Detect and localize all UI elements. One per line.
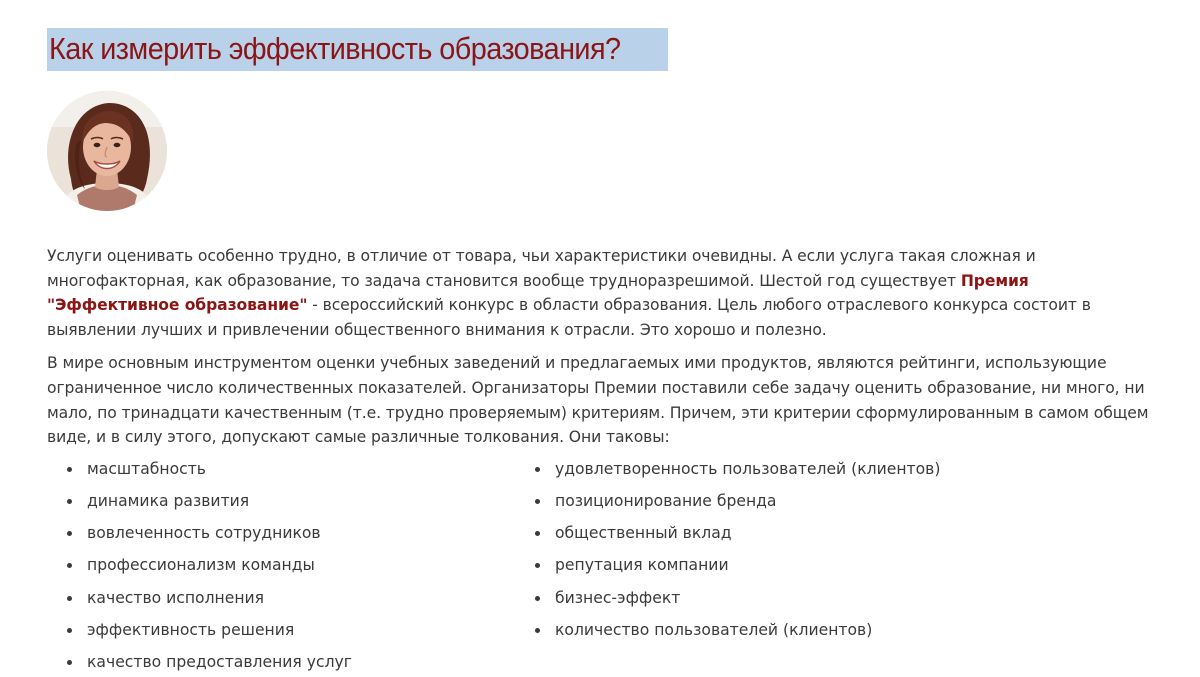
list-item: эффективность решения xyxy=(67,619,352,651)
list-item: репутация компании xyxy=(535,554,940,586)
title-selection-highlight xyxy=(47,28,668,71)
list-item: удовлетворенность пользователей (клиентов) xyxy=(535,458,940,490)
criteria-list-left xyxy=(67,458,352,677)
list-item: динамика развития xyxy=(67,490,352,522)
intro-text-after: - всероссийский конкурс в области образования. Цель любого отраслевого конкурса состоит в выявлении лучших и привлечении общественного внимания к отрасли. Это хорошо и полезно. xyxy=(47,296,1091,339)
author-avatar xyxy=(47,91,167,211)
list-item: качество исполнения xyxy=(67,587,352,619)
criteria-list-right xyxy=(535,458,940,651)
intro-text-before: Услуги оценивать особенно трудно, в отличие от товара, чьи характеристики очевидны. А если услуга такая сложная и многофакторная, как образование, то задача становится вообще трудноразрешимой. Шестой год существует xyxy=(47,247,1036,290)
article xyxy=(47,28,1157,677)
intro-paragraph xyxy=(47,244,1157,342)
author-photo xyxy=(47,91,167,211)
criteria-list xyxy=(47,458,1157,677)
list-item: профессионализм команды xyxy=(67,554,352,586)
list-item: вовлеченность сотрудников xyxy=(67,522,352,554)
page-title: Как измерить эффективность образования? xyxy=(49,31,621,66)
list-item: бизнес-эффект xyxy=(535,587,940,619)
list-item: качество предоставления услуг xyxy=(67,651,352,677)
rankings-paragraph: В мире основным инструментом оценки учебных заведений и предлагаемых ими продуктов, являются рейтинги, использующие ограниченное число количественных показателей. Организаторы Премии поставили себе задачу оценить образование, ни много, ни мало, по тринадцати качественным (т.е. трудно проверяемым) критериям. Причем, эти критерии сформулированным в самом общем виде, и в силу этого, допускают самые различные толкования. Они таковы: xyxy=(47,354,1149,447)
prize-link[interactable]: Премия "Эффективное образование" xyxy=(47,271,1029,315)
list-item: общественный вклад xyxy=(535,522,940,554)
list-item: позиционирование бренда xyxy=(535,490,940,522)
list-item: масштабность xyxy=(67,458,352,490)
list-item: количество пользователей (клиентов) xyxy=(535,619,940,651)
